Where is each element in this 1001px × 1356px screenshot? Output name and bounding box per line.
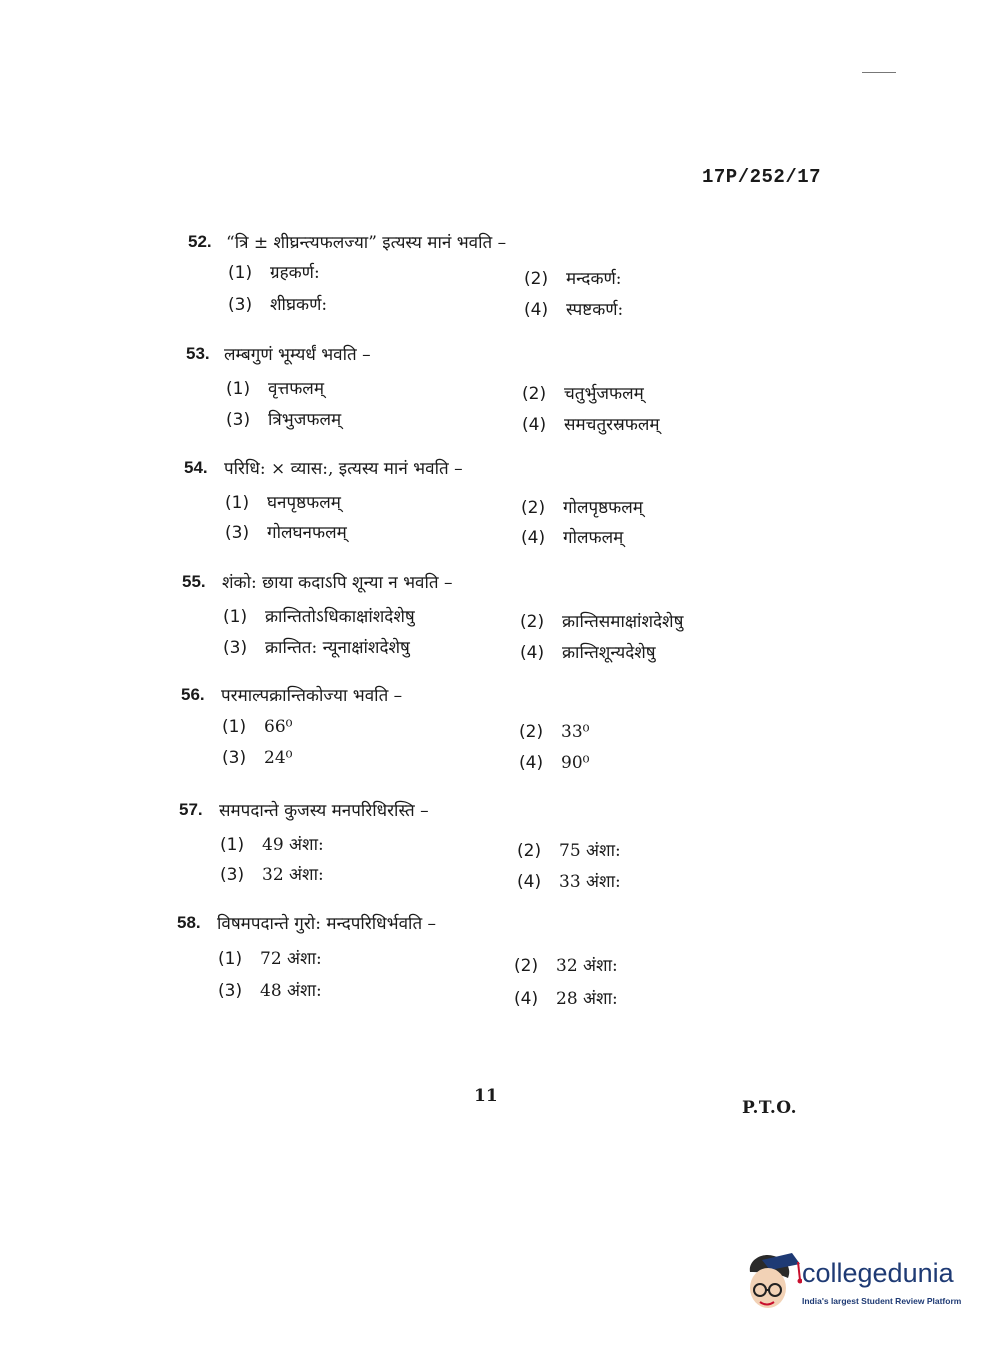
option-number: (4): [524, 300, 549, 320]
option-1: [225, 490, 341, 513]
option-2: [521, 495, 643, 518]
pto-label: P.T.O.: [742, 1098, 797, 1118]
top-rule: [862, 72, 896, 73]
option-text: 49 अंशा:: [262, 835, 324, 855]
option-number: (3): [218, 981, 243, 1001]
option-4: [519, 753, 589, 773]
question-number: 52.: [188, 232, 212, 251]
question-text: समपदान्ते कुजस्य मनपरिधिरस्ति –: [219, 801, 429, 821]
option-number: (1): [223, 607, 248, 627]
option-number: (1): [218, 949, 243, 969]
option-text: चतुर्भुजफलम्: [564, 384, 644, 404]
question-text: लम्बगुणं भूम्यर्धं भवति –: [224, 345, 371, 365]
question-number: 57.: [179, 800, 203, 819]
question-text: परमाल्पक्रान्तिकोज्या भवति –: [221, 686, 403, 706]
logo-tagline: India's largest Student Review Platform: [802, 1296, 962, 1306]
option-1: [228, 260, 320, 283]
option-2: [520, 609, 683, 632]
option-2: [522, 381, 644, 404]
option-3: [222, 748, 292, 768]
option-number: (2): [520, 612, 545, 632]
paper-code: 17P/252/17: [702, 166, 822, 188]
question-text: “त्रि ± शीघ्रन्त्यफलज्या” इत्यस्य मानं भवति –: [226, 233, 507, 253]
question-number: 54.: [184, 458, 208, 477]
option-number: (2): [517, 841, 542, 861]
question-52: [0, 232, 1001, 342]
option-text: 32 अंशा:: [556, 956, 618, 976]
option-text: क्रान्तिसमाक्षांशदेशेषु: [562, 612, 684, 632]
option-text: क्रान्तितोऽधिकाक्षांशदेशेषु: [265, 607, 415, 627]
option-text: 33⁰: [561, 722, 590, 742]
option-text: क्रान्तित: न्यूनाक्षांशदेशेषु: [265, 638, 410, 658]
option-number: (4): [520, 643, 545, 663]
option-3: [226, 407, 341, 430]
question-55: [0, 572, 1001, 682]
option-text: स्पष्टकर्ण:: [566, 300, 624, 320]
option-4: [517, 869, 621, 892]
option-text: गोलफलम्: [563, 528, 624, 548]
logo-brand: collegedunia: [802, 1258, 954, 1288]
option-1: [222, 717, 292, 737]
option-text: 66⁰: [264, 717, 293, 737]
option-number: (3): [225, 523, 250, 543]
option-number: (3): [220, 865, 245, 885]
option-text: शीघ्रकर्ण:: [270, 295, 328, 315]
option-3: [228, 292, 327, 315]
option-number: (3): [222, 748, 247, 768]
option-2: [519, 722, 589, 742]
option-text: समचतुरस्रफलम्: [564, 415, 660, 435]
option-number: (1): [225, 493, 250, 513]
option-text: त्रिभुजफलम्: [268, 410, 342, 430]
option-number: (2): [522, 384, 547, 404]
option-3: [225, 520, 347, 543]
option-text: 75 अंशा:: [559, 841, 621, 861]
option-text: 48 अंशा:: [260, 981, 322, 1001]
option-text: 28 अंशा:: [556, 989, 618, 1009]
option-4: [521, 525, 623, 548]
question-56: [0, 685, 1001, 795]
question-57: [0, 800, 1001, 910]
question-number: 53.: [186, 344, 210, 363]
option-4: [522, 412, 660, 435]
option-text: 32 अंशा:: [262, 865, 324, 885]
question-number: 58.: [177, 913, 201, 932]
question-text: परिधि: × व्यास:, इत्यस्य मानं भवति –: [224, 459, 463, 479]
question-number: 55.: [182, 572, 206, 591]
option-number: (4): [514, 989, 539, 1009]
option-number: (1): [228, 263, 253, 283]
option-number: (3): [228, 295, 253, 315]
question-58: [0, 913, 1001, 1023]
option-text: 72 अंशा:: [260, 949, 322, 969]
option-1: [220, 832, 324, 855]
option-4: [514, 986, 618, 1009]
question-53: [0, 344, 1001, 454]
option-number: (4): [522, 415, 547, 435]
option-1: [223, 604, 415, 627]
option-number: (2): [521, 498, 546, 518]
option-number: (4): [521, 528, 546, 548]
option-1: [226, 376, 324, 399]
option-number: (4): [517, 872, 542, 892]
option-3: [220, 862, 324, 885]
option-2: [517, 838, 621, 861]
option-number: (2): [519, 722, 544, 742]
question-text: विषमपदान्ते गुरो: मन्दपरिधिर्भवति –: [217, 914, 437, 934]
option-3: [223, 635, 410, 658]
option-2: [524, 266, 622, 289]
option-text: 24⁰: [264, 748, 293, 768]
option-text: गोलपृष्ठफलम्: [563, 498, 643, 518]
option-4: [520, 640, 656, 663]
question-number: 56.: [181, 685, 205, 704]
question-text: शंको: छाया कदाऽपि शून्या न भवति –: [222, 573, 453, 593]
collegedunia-logo: [740, 1250, 970, 1320]
option-number: (3): [226, 410, 251, 430]
option-number: (2): [514, 956, 539, 976]
page-number: 11: [474, 1086, 498, 1106]
option-text: 33 अंशा:: [559, 872, 621, 892]
option-text: मन्दकर्ण:: [566, 269, 622, 289]
option-text: 90⁰: [561, 753, 590, 773]
option-number: (4): [519, 753, 544, 773]
option-text: घनपृष्ठफलम्: [267, 493, 341, 513]
option-3: [218, 978, 322, 1001]
option-1: [218, 946, 322, 969]
option-number: (2): [524, 269, 549, 289]
option-number: (1): [226, 379, 251, 399]
option-text: वृत्तफलम्: [268, 379, 324, 399]
option-4: [524, 297, 623, 320]
option-number: (3): [223, 638, 248, 658]
option-text: गोलघनफलम्: [267, 523, 347, 543]
option-text: क्रान्तिशून्यदेशेषु: [562, 643, 656, 663]
question-54: [0, 458, 1001, 568]
option-2: [514, 953, 618, 976]
mascot-icon: [740, 1250, 802, 1316]
option-number: (1): [220, 835, 245, 855]
option-number: (1): [222, 717, 247, 737]
option-text: ग्रहकर्ण:: [270, 263, 320, 283]
